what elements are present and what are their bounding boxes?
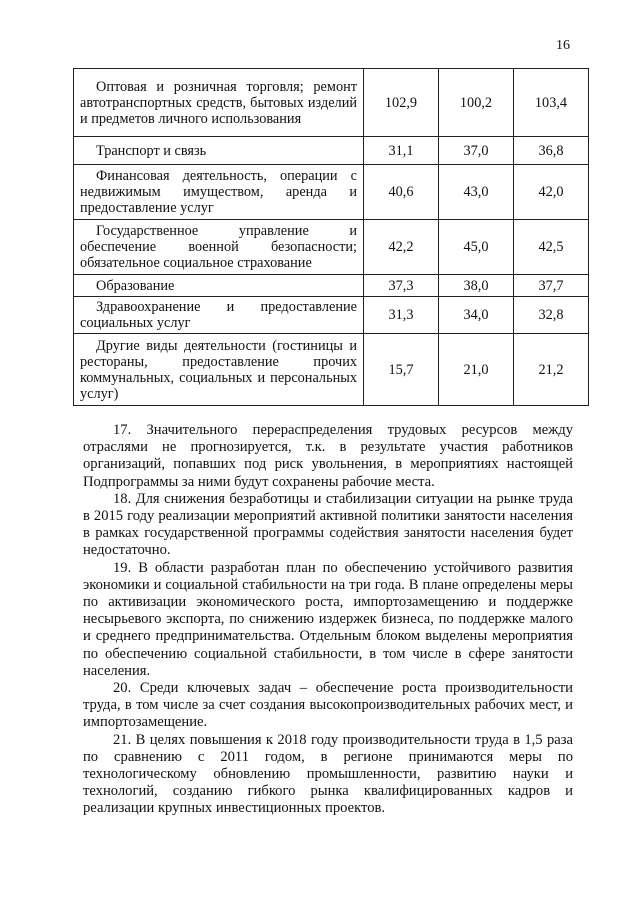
paragraph: 21. В целях повышения к 2018 году производительности труда в 1,5 раза по сравнению с 2011 годом, в регионе принимаются меры по технологическому обновлению промышленности, развитию науки и технологий, созданию гибкого рынка квалифицированных кадров и реализации крупных инвестиционных проектов.: [83, 731, 573, 817]
table-cell-value: 38,0: [439, 275, 514, 297]
table-cell-category: Здравоохранение и предоставление социальных услуг: [74, 297, 364, 334]
page-number: 16: [556, 38, 570, 53]
table-cell-value: 102,9: [364, 69, 439, 137]
table-cell-value: 42,5: [514, 220, 589, 275]
table-cell-category: Образование: [74, 275, 364, 297]
table-cell-value: 40,6: [364, 165, 439, 220]
table-cell-value: 42,0: [514, 165, 589, 220]
table-row: [74, 165, 589, 220]
table-cell-value: 31,3: [364, 297, 439, 334]
table-cell-value: 37,3: [364, 275, 439, 297]
table-cell-value: 31,1: [364, 137, 439, 165]
table-cell-category: Другие виды деятельности (гостиницы и рестораны, предоставление прочих коммунальных, социальных и персональных услуг): [74, 334, 364, 406]
table-row: [74, 137, 589, 165]
table-row: [74, 275, 589, 297]
table-cell-value: 21,2: [514, 334, 589, 406]
table-cell-value: 37,0: [439, 137, 514, 165]
paragraph: 20. Среди ключевых задач – обеспечение роста производительности труда, в том числе за счет создания высокопроизводительных рабочих мест, и импортозамещение.: [83, 680, 573, 731]
table-row: [74, 69, 589, 137]
table-row: [74, 297, 589, 334]
table-cell-value: 103,4: [514, 69, 589, 137]
table-cell-value: 32,8: [514, 297, 589, 334]
table-cell-value: 42,2: [364, 220, 439, 275]
employment-table: [73, 68, 589, 406]
table-cell-category: Государственное управление и обеспечение военной безопасности; обязательное социальное страхование: [74, 220, 364, 275]
table-cell-value: 36,8: [514, 137, 589, 165]
table-cell-value: 15,7: [364, 334, 439, 406]
table-cell-value: 45,0: [439, 220, 514, 275]
table-cell-value: 21,0: [439, 334, 514, 406]
paragraph: 18. Для снижения безработицы и стабилизации ситуации на рынке труда в 2015 году реализации мероприятий активной политики занятости населения в рамках государственной программы содействия занятости населения будет недостаточно.: [83, 490, 573, 559]
table-cell-category: Оптовая и розничная торговля; ремонт автотранспортных средств, бытовых изделий и предметов личного использования: [74, 69, 364, 137]
table-row: [74, 220, 589, 275]
table-row: [74, 334, 589, 406]
paragraph: 17. Значительного перераспределения трудовых ресурсов между отраслями не прогнозируется, т.к. в результате участия работников организаций, попавших под риск увольнения, в мероприятиях настоящей Подпрограммы за ними будут сохранены рабочие места.: [83, 422, 573, 490]
table-cell-value: 100,2: [439, 69, 514, 137]
table-cell-value: 37,7: [514, 275, 589, 297]
paragraph: 19. В области разработан план по обеспечению устойчивого развития экономики и социальной стабильности на три года. В плане определены меры по активизации экономического роста, импортозамещению и поддержке несырьевого экспорта, по снижению издержек бизнеса, по поддержке малого и среднего предпринимательства. Отдельным блоком выделены мероприятия по обеспечению социальной стабильности, в том числе в сфере занятости населения.: [83, 559, 573, 679]
table-cell-category: Финансовая деятельность, операции с недвижимым имуществом, аренда и предоставление услуг: [74, 165, 364, 220]
body-text: [83, 422, 573, 818]
table-cell-value: 43,0: [439, 165, 514, 220]
table-cell-category: Транспорт и связь: [74, 137, 364, 165]
table-cell-value: 34,0: [439, 297, 514, 334]
